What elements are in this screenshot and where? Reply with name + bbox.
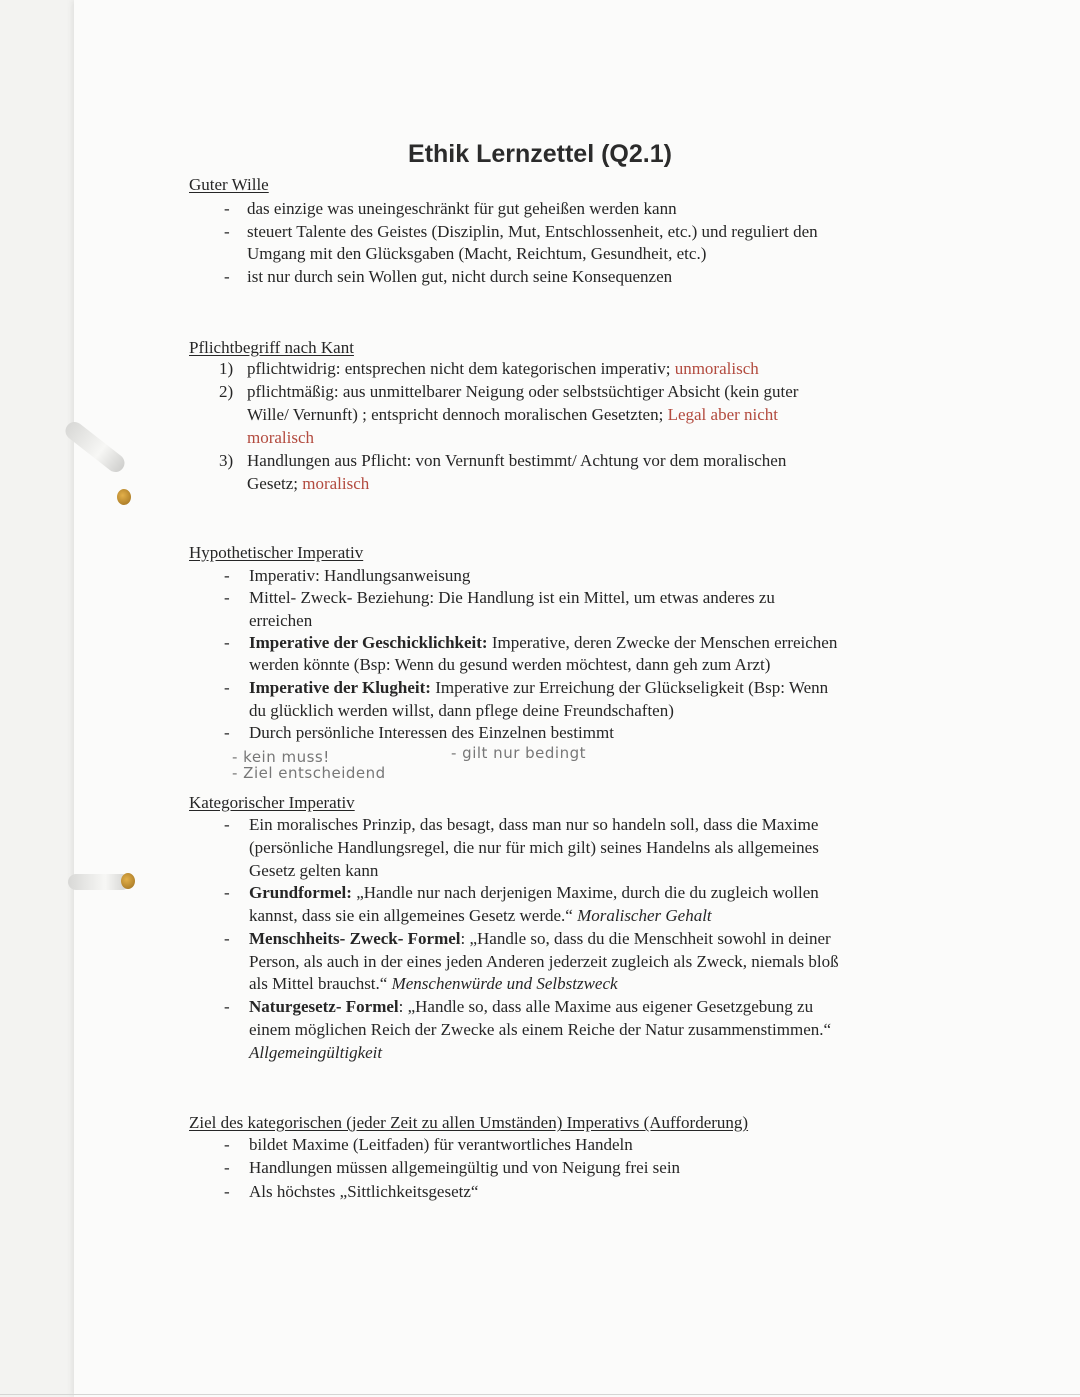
pflicht-item-2b xyxy=(247,404,778,426)
kat-bullet-3-note: Menschenwürde und Selbstzweck xyxy=(391,974,618,993)
kat-bullet-3c xyxy=(249,973,618,995)
hypo-bullet-3b: werden könnte (Bsp: Wenn du gesund werden möchtest, dann geh zum Arzt) xyxy=(249,655,771,674)
kat-term-grundformel: Grundformel: xyxy=(249,883,352,902)
kat-bullet-3-text: : „Handle so, dass du die Menschheit sowohl in deiner xyxy=(460,929,831,948)
guter-wille-bullet-1: das einzige was uneingeschränkt für gut geheißen werden kann xyxy=(247,199,677,218)
pflicht-item-2-text: Wille/ Vernunft) ; entspricht dennoch moralischen Gesetzten; xyxy=(247,405,664,424)
bullet-dash: - xyxy=(224,723,230,742)
kat-bullet-2-text-cont: kannst, dass sie ein allgemeines Gesetz werde.“ xyxy=(249,906,578,925)
kat-bullet-3a xyxy=(249,928,831,950)
kat-bullet-1b: (persönliche Handlungsregel, die nur für mich gilt) seines Handelns als allgemeines xyxy=(249,838,819,857)
kat-bullet-4b: einem möglichen Reich der Zwecke als einem Reiche der Natur zusammenstimmen.“ xyxy=(249,1020,832,1039)
bullet-dash: - xyxy=(224,1135,230,1154)
bullet-dash: - xyxy=(224,199,230,218)
kat-bullet-2a xyxy=(249,882,819,904)
guter-wille-bullet-2b: Umgang mit den Glücksgaben (Macht, Reichtum, Gesundheit, etc.) xyxy=(247,244,707,263)
bullet-dash: - xyxy=(224,588,230,607)
hypo-bullet-4b: du glücklich werden willst, dann pflege deine Freundschaften) xyxy=(249,701,674,720)
bullet-dash: - xyxy=(224,929,230,948)
bullet-dash: - xyxy=(224,1182,230,1201)
bullet-dash: - xyxy=(224,997,230,1016)
kat-bullet-3-text-cont: als Mittel brauchst.“ xyxy=(249,974,392,993)
kat-bullet-1a: Ein moralisches Prinzip, das besagt, dass man nur so handeln soll, dass die Maxime xyxy=(249,815,819,834)
pflicht-item-2a: pflichtmäßig: aus unmittelbarer Neigung oder selbstsüchtiger Absicht (kein guter xyxy=(247,382,799,401)
kat-bullet-4-note: Allgemeingültigkeit xyxy=(249,1043,383,1062)
pflicht-item-1-verdict: unmoralisch xyxy=(674,359,759,378)
list-number: 1) xyxy=(219,359,234,378)
page-bottom-edge xyxy=(0,1394,1080,1395)
pflicht-item-3-text: Gesetz; xyxy=(247,474,298,493)
hypo-bullet-2a: Mittel- Zweck- Beziehung: Die Handlung ist ein Mittel, um etwas anderes zu xyxy=(249,588,775,607)
hypo-bullet-4a xyxy=(249,677,828,699)
bullet-dash: - xyxy=(224,566,230,585)
guter-wille-bullet-2a: steuert Talente des Geistes (Disziplin, Mut, Entschlossenheit, etc.) und reguliert den xyxy=(247,222,818,241)
kat-bullet-3b: Person, als auch in der eines jeden Anderen jederzeit zugleich als Zweck, niemals bloß xyxy=(249,952,839,971)
pflicht-item-2c: moralisch xyxy=(247,428,315,447)
bullet-dash: - xyxy=(224,222,230,241)
heading-guter-wille: Guter Wille xyxy=(189,175,269,194)
hypo-bullet-5: Durch persönliche Interessen des Einzelnen bestimmt xyxy=(249,723,614,742)
kat-bullet-1c: Gesetz gelten kann xyxy=(249,861,379,880)
hypo-term-geschicklichkeit: Imperative der Geschicklichkeit: xyxy=(249,633,488,652)
page-title: Ethik Lernzettel (Q2.1) xyxy=(408,140,672,168)
handwritten-note-3: - gilt nur bedingt xyxy=(451,744,586,762)
pflicht-item-3b xyxy=(247,473,369,495)
pflicht-item-3a: Handlungen aus Pflicht: von Vernunft bestimmt/ Achtung vor dem moralischen xyxy=(247,451,787,470)
pflicht-item-2-verdict: Legal aber nicht xyxy=(667,405,779,424)
ziel-bullet-2: Handlungen müssen allgemeingültig und von Neigung frei sein xyxy=(249,1158,681,1177)
kat-bullet-2-text: „Handle nur nach derjenigen Maxime, durch die du zugleich wollen xyxy=(351,883,819,902)
handwritten-note-2: - Ziel entscheidend xyxy=(232,764,386,782)
bullet-dash: - xyxy=(224,633,230,652)
kat-bullet-2b xyxy=(249,905,712,927)
kat-term-naturgesetz: Naturgesetz- Formel xyxy=(249,997,399,1016)
guter-wille-bullet-3: ist nur durch sein Wollen gut, nicht durch seine Konsequenzen xyxy=(247,267,673,286)
bullet-dash: - xyxy=(224,1158,230,1177)
bullet-dash: - xyxy=(224,883,230,902)
bullet-dash: - xyxy=(224,815,230,834)
list-number: 3) xyxy=(219,451,234,470)
handwritten-note-1: - kein muss! xyxy=(232,748,330,766)
hypo-term-klugheit: Imperative der Klugheit: xyxy=(249,678,431,697)
binder-ring-tip-bottom xyxy=(121,873,135,889)
ziel-bullet-3: Als höchstes „Sittlichkeitsgesetz“ xyxy=(249,1182,479,1201)
list-number: 2) xyxy=(219,382,234,401)
bullet-dash: - xyxy=(224,267,230,286)
hypo-bullet-3-text: Imperative, deren Zwecke der Menschen erreichen xyxy=(487,633,838,652)
kat-bullet-4-text: : „Handle so, dass alle Maxime aus eigener Gesetzgebung zu xyxy=(398,997,814,1016)
binder-ring-tip-top xyxy=(117,489,131,505)
kat-term-menschheit: Menschheits- Zweck- Formel xyxy=(249,929,461,948)
heading-ziel: Ziel des kategorischen (jeder Zeit zu allen Umständen) Imperativs (Aufforderung) xyxy=(189,1113,749,1132)
heading-pflichtbegriff: Pflichtbegriff nach Kant xyxy=(189,338,354,357)
heading-hypothetischer-imperativ: Hypothetischer Imperativ xyxy=(189,543,364,562)
pflicht-item-1 xyxy=(247,358,759,380)
hypo-bullet-4-text: Imperative zur Erreichung der Glückseligkeit (Bsp: Wenn xyxy=(430,678,829,697)
hypo-bullet-3a xyxy=(249,632,837,654)
kat-bullet-4a xyxy=(249,996,813,1018)
kat-bullet-2-note: Moralischer Gehalt xyxy=(577,906,712,925)
ziel-bullet-1: bildet Maxime (Leitfaden) für verantwortliches Handeln xyxy=(249,1135,633,1154)
bullet-dash: - xyxy=(224,678,230,697)
pflicht-item-3-verdict: moralisch xyxy=(302,474,370,493)
heading-kategorischer-imperativ: Kategorischer Imperativ xyxy=(189,793,355,812)
hypo-bullet-2b: erreichen xyxy=(249,611,313,630)
pflicht-item-1-text: pflichtwidrig: entsprechen nicht dem kategorischen imperativ; xyxy=(247,359,671,378)
hypo-bullet-1: Imperativ: Handlungsanweisung xyxy=(249,566,471,585)
